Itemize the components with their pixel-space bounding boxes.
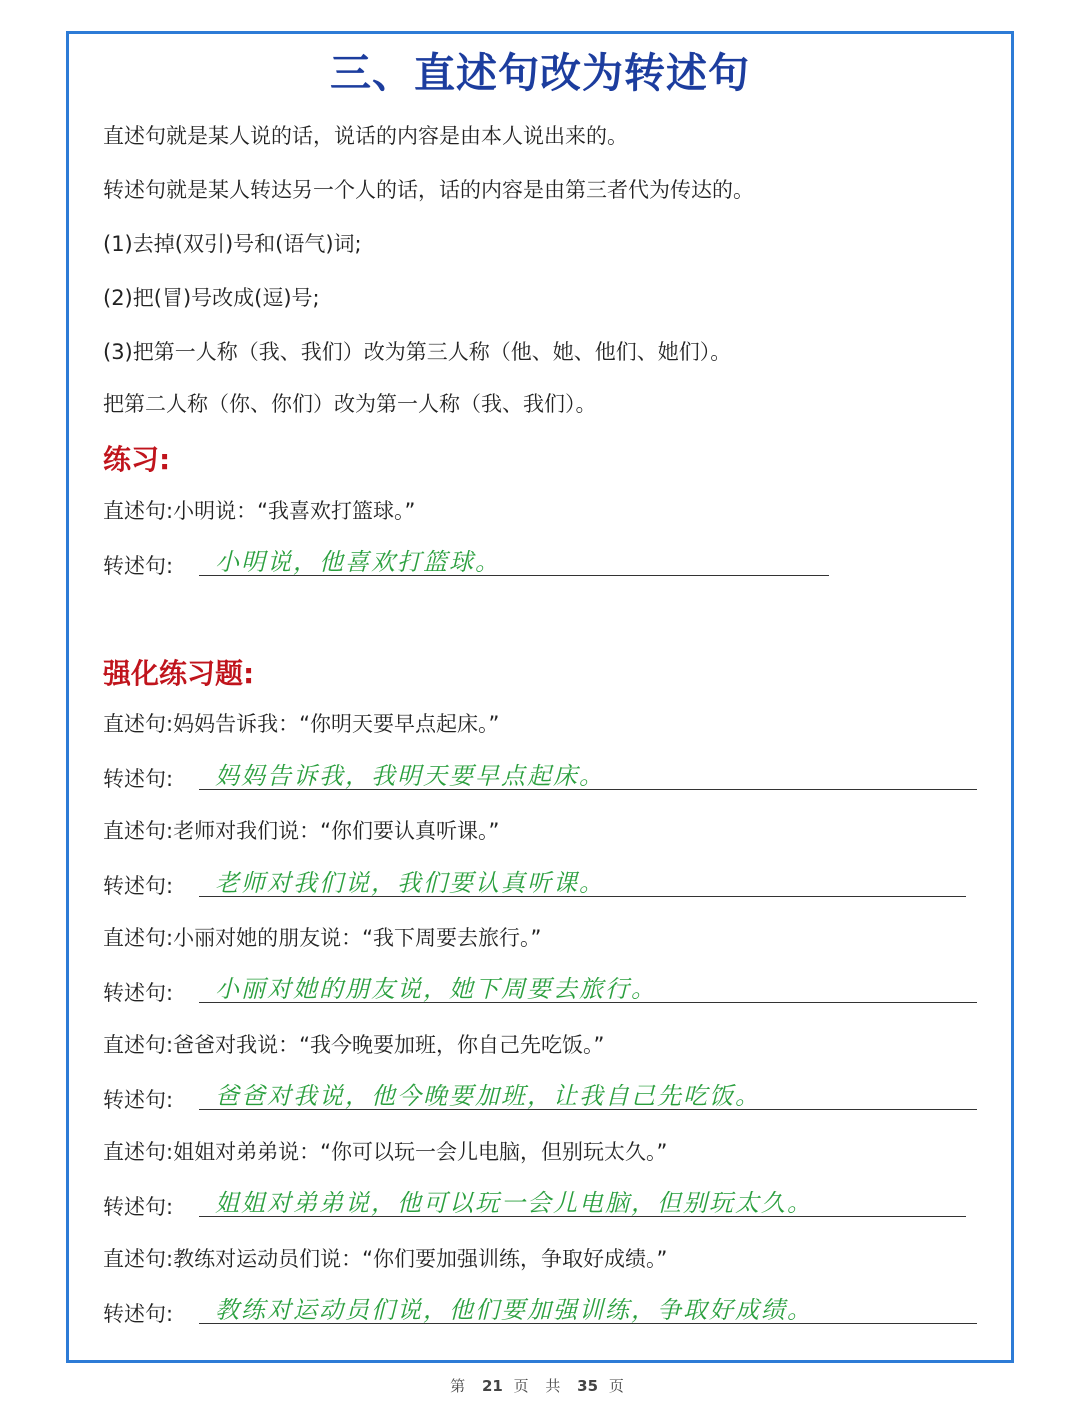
reinforce-indirect-label-1: 转述句: (103, 767, 174, 791)
direct-text: 教练对运动员们说：“你们要加强训练，争取好成绩。” (173, 1247, 668, 1271)
footer-suffix: 页 (608, 1377, 630, 1395)
practice-heading: 练习: (103, 443, 171, 476)
reinforce-answer-line-4[interactable] (199, 1079, 977, 1110)
rule-3b: 把第二人称（你、你们）改为第一人称（我、我们）。 (103, 392, 597, 416)
reinforce-answer-line-6[interactable] (199, 1293, 977, 1324)
direct-label: 直述句: (103, 1033, 174, 1057)
direct-text: 妈妈告诉我：“你明天要早点起床。” (173, 712, 500, 736)
page-footer (0, 1375, 1066, 1396)
reinforce-answer-text-3: 小丽对她的朋友说，她下周要去旅行。 (215, 975, 657, 1003)
reinforce-heading: 强化练习题: (103, 657, 255, 690)
direct-text: 老师对我们说：“你们要认真听课。” (173, 819, 500, 843)
direct-label: 直述句: (103, 926, 174, 950)
rule-1: (1)去掉(双引)号和(语气)词; (103, 232, 362, 256)
direct-label: 直述句: (103, 819, 174, 843)
direct-label: 直述句: (103, 1247, 174, 1271)
direct-text: 爸爸对我说：“我今晚要加班，你自己先吃饭。” (173, 1033, 605, 1057)
rule-2: (2)把(冒)号改成(逗)号; (103, 286, 320, 310)
reinforce-direct-3 (103, 922, 541, 952)
reinforce-answer-line-2[interactable] (199, 866, 966, 897)
direct-text: 小丽对她的朋友说：“我下周要去旅行。” (173, 926, 542, 950)
intro-line-2: 转述句就是某人转达另一个人的话，话的内容是由第三者代为传达的。 (103, 178, 754, 202)
footer-total-pages: 35 (577, 1377, 599, 1395)
direct-label: 直述句: (103, 499, 174, 523)
direct-label: 直述句: (103, 712, 174, 736)
reinforce-answer-text-5: 姐姐对弟弟说，他可以玩一会儿电脑，但别玩太久。 (215, 1189, 813, 1217)
direct-text: 小明说：“我喜欢打篮球。” (173, 499, 416, 523)
practice-answer-text: 小明说，他喜欢打篮球。 (215, 548, 501, 576)
rule-3: (3)把第一人称（我、我们）改为第三人称（他、她、他们、她们）。 (103, 340, 732, 364)
reinforce-answer-text-4: 爸爸对我说，他今晚要加班，让我自己先吃饭。 (215, 1082, 761, 1110)
footer-middle: 页 共 (513, 1377, 567, 1395)
reinforce-indirect-label-5: 转述句: (103, 1195, 174, 1219)
intro-line-1: 直述句就是某人说的话，说话的内容是由本人说出来的。 (103, 124, 628, 148)
practice-answer-line[interactable] (199, 545, 829, 576)
reinforce-answer-text-1: 妈妈告诉我，我明天要早点起床。 (215, 762, 605, 790)
direct-label: 直述句: (103, 1140, 174, 1164)
reinforce-direct-5 (103, 1136, 667, 1166)
reinforce-answer-line-1[interactable] (199, 759, 977, 790)
reinforce-answer-text-6: 教练对运动员们说，他们要加强训练，争取好成绩。 (215, 1296, 813, 1324)
footer-page-number: 21 (481, 1377, 503, 1395)
reinforce-answer-text-2: 老师对我们说，我们要认真听课。 (215, 869, 605, 897)
practice-direct-sentence (103, 495, 415, 525)
reinforce-indirect-label-3: 转述句: (103, 981, 174, 1005)
reinforce-answer-line-3[interactable] (199, 972, 977, 1003)
reinforce-indirect-label-2: 转述句: (103, 874, 174, 898)
reinforce-direct-6 (103, 1243, 667, 1273)
practice-indirect-label: 转述句: (103, 554, 174, 578)
reinforce-direct-2 (103, 815, 499, 845)
direct-text: 姐姐对弟弟说：“你可以玩一会儿电脑，但别玩太久。” (173, 1140, 668, 1164)
footer-prefix: 第 (450, 1377, 472, 1395)
reinforce-answer-line-5[interactable] (199, 1186, 966, 1217)
reinforce-indirect-label-6: 转述句: (103, 1302, 174, 1326)
reinforce-direct-4 (103, 1029, 604, 1059)
page-title: 三、直述句改为转述句 (330, 49, 750, 97)
reinforce-direct-1 (103, 708, 499, 738)
reinforce-indirect-label-4: 转述句: (103, 1088, 174, 1112)
